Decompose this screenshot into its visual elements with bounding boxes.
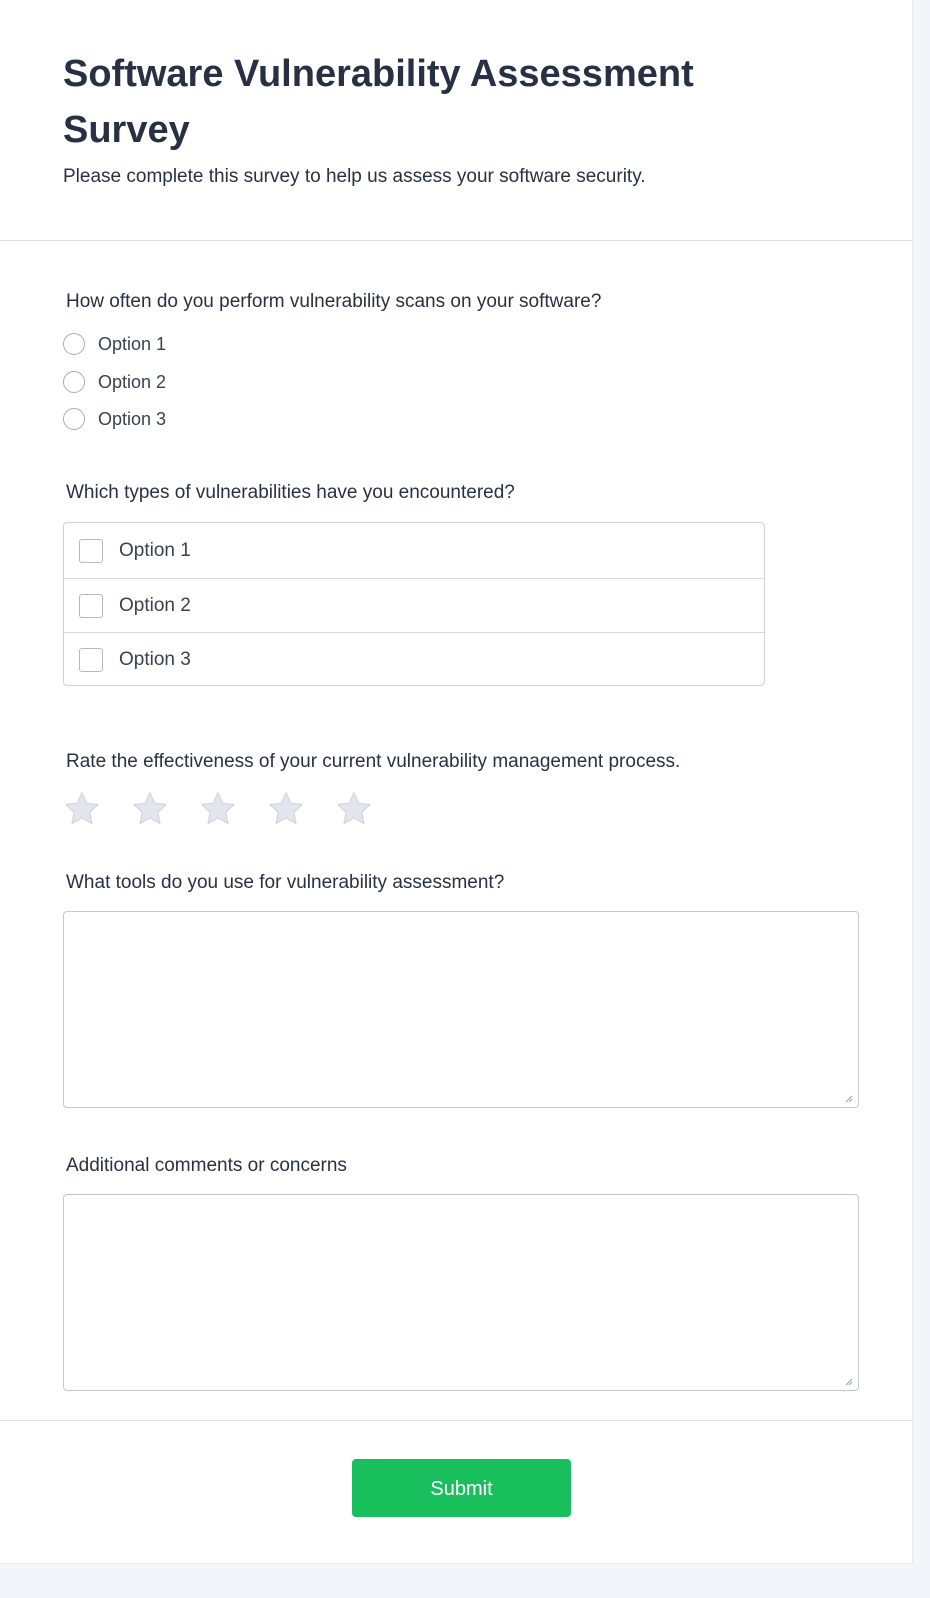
question-effectiveness-rating: Rate the effectiveness of your current vulnerability management process.: [66, 751, 681, 772]
radio-circle[interactable]: [63, 333, 85, 355]
star-icon[interactable]: [63, 790, 101, 828]
radio-option-label: Option 2: [98, 371, 167, 392]
radio-option-1[interactable]: [63, 331, 166, 357]
resize-handle-icon[interactable]: [843, 1093, 853, 1103]
resize-handle-icon[interactable]: [843, 1376, 853, 1386]
radio-option-label: Option 1: [98, 333, 167, 354]
survey-header: [0, 0, 912, 241]
radio-option-label: Option 3: [98, 408, 167, 429]
page-title: Software Vulnerability Assessment Survey: [63, 53, 694, 151]
submit-button[interactable]: Submit: [352, 1459, 571, 1517]
radio-circle[interactable]: [63, 371, 85, 393]
tools-textarea[interactable]: [63, 911, 859, 1108]
checkbox[interactable]: [79, 539, 103, 563]
star-icon[interactable]: [267, 790, 305, 828]
radio-option-3[interactable]: [63, 406, 166, 432]
checkbox-option-2[interactable]: [64, 578, 764, 633]
question-scan-frequency: How often do you perform vulnerability scans on your software?: [66, 291, 602, 312]
checkbox-group: [63, 522, 765, 686]
checkbox[interactable]: [79, 648, 103, 672]
radio-circle[interactable]: [63, 408, 85, 430]
checkbox[interactable]: [79, 594, 103, 618]
form-footer: [0, 1420, 912, 1564]
checkbox-option-label: Option 2: [119, 595, 191, 616]
comments-textarea[interactable]: [63, 1194, 859, 1391]
question-tools: What tools do you use for vulnerability assessment?: [66, 872, 505, 893]
question-vulnerability-types: Which types of vulnerabilities have you encountered?: [66, 482, 515, 503]
radio-option-2[interactable]: [63, 369, 166, 395]
checkbox-option-label: Option 1: [119, 539, 191, 561]
star-icon[interactable]: [335, 790, 373, 828]
star-icon[interactable]: [131, 790, 169, 828]
checkbox-option-3[interactable]: [64, 632, 764, 687]
star-icon[interactable]: [199, 790, 237, 828]
star-rating: [63, 790, 403, 828]
page-subtitle: Please complete this survey to help us assess your software security.: [63, 166, 646, 187]
checkbox-option-1[interactable]: [64, 523, 764, 578]
question-comments: Additional comments or concerns: [66, 1155, 347, 1176]
checkbox-option-label: Option 3: [119, 649, 191, 670]
